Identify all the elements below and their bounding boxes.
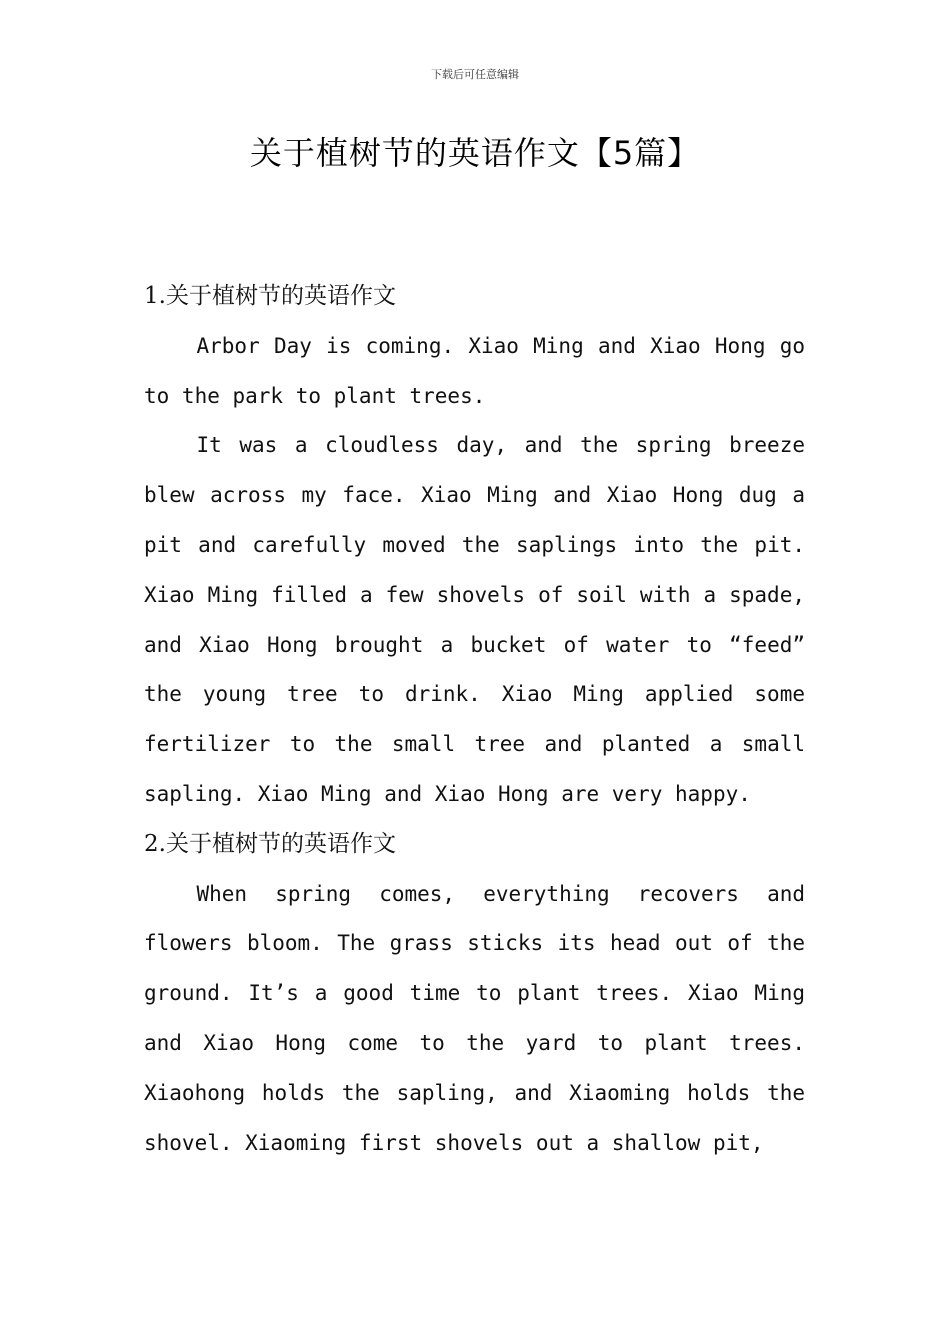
document-title: 关于植树节的英语作文【5篇】 [249,134,701,172]
section-2 [144,820,805,1169]
header-note: 下载后可任意编辑 [431,68,519,81]
document-body [144,272,805,1168]
section-1 [144,272,805,820]
section-heading: 2.关于植树节的英语作文 [144,830,396,857]
section-heading: 1.关于植树节的英语作文 [144,283,396,309]
paragraph: When spring comes, everything recovers and flowers bloom. The grass sticks its head out of the ground. It’s a good time to plant trees. Xiao Ming and Xiao Hong come to the yard to plant trees. Xiaohong holds the sapling, and Xiaoming holds the shovel. Xiaoming first shovels out a shallow pit, [144,881,805,1155]
paragraph: It was a cloudless day, and the spring breeze blew across my face. Xiao Ming and Xiao Hong dug a pit and carefully moved the saplings into the pit. Xiao Ming filled a few shovels of soil with a spade, and Xiao Hong brought a bucket of water to “feed” the young tree to drink. Xiao Ming applied some fertilizer to the small tree and planted a small sapling. Xiao Ming and Xiao Hong are very happy. [144,433,805,806]
paragraph: Arbor Day is coming. Xiao Ming and Xiao Hong go to the park to plant trees. [144,333,805,408]
